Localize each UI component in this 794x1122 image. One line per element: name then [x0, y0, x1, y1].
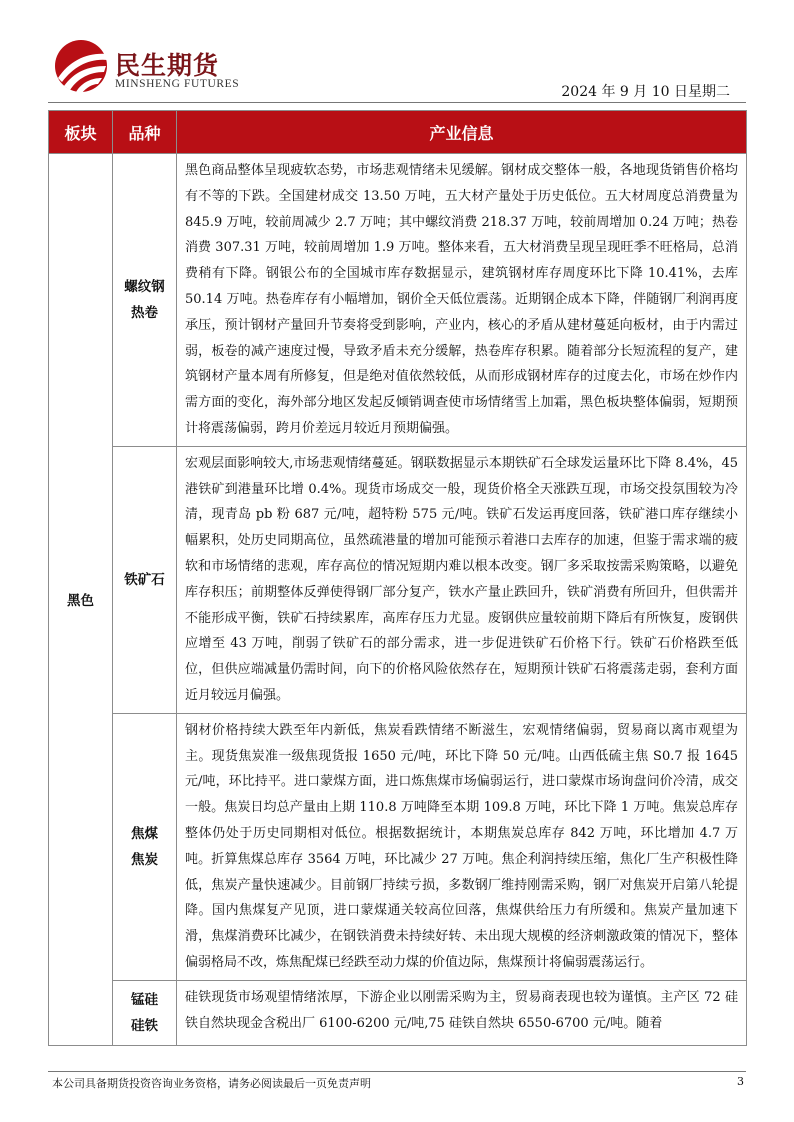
sector-cell: 黑色: [49, 154, 113, 1046]
variety-label: 焦煤: [131, 825, 158, 842]
variety-label: 焦炭: [131, 851, 158, 868]
info-cell: 黑色商品整体呈现疲软态势，市场悲观情绪未见缓解。钢材成交整体一般，各地现货销售价格均有不等的下跌。全国建材成交 13.50 万吨，五大材产量处于历史低位。五大材周度总消费量为 845.9 万吨，较前周减少 2.7 万吨；其中螺纹消费 218.37 万吨，较前周增加 0.24 万吨；热卷消费 307.31 万吨，较前周增加 1.9 万吨。整体来看，五大材消费呈现呈现旺季不旺格局，总消费稍有下降。钢银公布的全国城市库存数据显示，建筑钢材库存周度环比下降 10.41%，去库 50.14 万吨。热卷库存有小幅增加，钢价全天低位震荡。近期钢企成本下降，伴随钢厂利润再度承压，预计钢材产量回升节奏将受到影响，产业内，核心的矛盾从建材蔓延向板材，由于内需过弱，板卷的减产速度过慢，导致矛盾未充分缓解，热卷库存积累。随着部分长短流程的复产，建筑钢材产量本周有所修复，但是绝对值依然较低，从而形成钢材库存的过度去化，市场在炒作内需方面的变化，海外部分地区发起反倾销调查使市场情绪雪上加霜，黑色板块整体偏弱，短期预计将震荡偏弱，跨月价差远月较近月预期偏强。: [177, 154, 747, 447]
industry-info-table: [48, 110, 747, 1046]
variety-cell: [113, 446, 177, 713]
info-text: 硅铁现货市场观望情绪浓厚，下游企业以刚需采购为主，贸易商表现也较为谨慎。主产区 72 硅铁自然块现金含税出厂 6100-6200 元/吨,75 硅铁自然块 6550-6700 元/吨。随着: [185, 989, 738, 1031]
table-row-coking-coal-coke: [49, 713, 747, 980]
variety-label: 硅铁: [131, 1017, 158, 1034]
table-row-iron-ore: [49, 446, 747, 713]
table-row-silicomanganese-ferrosilicon: [49, 980, 747, 1045]
minsheng-logo-icon: [52, 38, 110, 94]
header-info: 产业信息: [177, 111, 747, 154]
info-cell: 宏观层面影响较大,市场悲观情绪蔓延。钢联数据显示本期铁矿石全球发运量环比下降 8.4%，45 港铁矿到港量环比增 0.4%。现货市场成交一般，现货价格全天涨跌互现，市场交投氛围较为冷清，现青岛 pb 粉 687 元/吨，超特粉 575 元/吨。铁矿石发运再度回落，铁矿港口库存继续小幅累积，处历史同期高位，虽然疏港量的增加可能预示着港口去库存的加速，但鉴于需求端的疲软和市场情绪的悲观，库存高位的情况短期内难以根本改变。钢厂多采取按需采购策略，以避免库存积压；前期整体反弹使得钢厂部分复产，铁水产量止跌回升，铁矿消费有所回升，但供需并不能形成平衡，铁矿石持续累库，高库存压力尤显。废钢供应量较前期下降后有所恢复，废钢供应增至 43 万吨，削弱了铁矿石的部分需求，进一步促进铁矿石价格下行。铁矿石价格跌至低位，但供应端减量仍需时间，向下的价格风险依然存在，短期预计铁矿石将震荡走弱，套利方面近月较远月偏强。: [177, 446, 747, 713]
header-variety: 品种: [113, 111, 177, 154]
brand-name-cn: 民生期货: [115, 51, 220, 80]
footer-divider: [48, 1071, 746, 1072]
info-cell: 钢材价格持续大跌至年内新低，焦炭看跌情绪不断滋生，宏观情绪偏弱，贸易商以离市观望为主。现货焦炭准一级焦现货报 1650 元/吨，环比下降 50 元/吨。山西低硫主焦 S0.7 报 1645 元/吨，环比持平。进口蒙煤方面，进口炼焦煤市场偏弱运行，进口蒙煤市场询盘问价冷清，成交一般。焦炭日均总产量由上期 110.8 万吨降至本期 109.8 万吨，环比下降 1 万吨。焦炭总库存整体仍处于历史同期相对低位。根据数据统计，本期焦炭总库存 842 万吨，环比增加 4.7 万吨。折算焦煤总库存 3564 万吨，环比减少 27 万吨。焦企利润持续压缩，焦化厂生产积极性降低，焦炭产量快速减少。目前钢厂持续亏损，多数钢厂维持刚需采购，钢厂对焦炭开启第八轮提降。国内焦煤复产见顶，进口蒙煤通关较高位回落，焦煤供给压力有所缓和。焦炭产量加速下滑，焦煤消费环比减少，在钢铁消费未持续好转、未出现大规模的经济刺激政策的情况下，整体偏弱格局不改，炼焦配煤已经跌至动力煤的价值边际，焦煤预计将偏弱震荡运行。: [177, 713, 747, 980]
variety-label: 螺纹钢: [124, 278, 165, 295]
table-header-row: [49, 111, 747, 154]
variety-cell: [113, 154, 177, 447]
info-cell: [177, 980, 747, 1045]
variety-label: 铁矿石: [124, 571, 165, 588]
page-number: 3: [737, 1075, 744, 1088]
page-header: [0, 0, 794, 110]
variety-label: 锰硅: [131, 991, 158, 1008]
table-row-rebar-hrc: [49, 154, 747, 447]
report-date: 2024 年 9 月 10 日星期二: [561, 84, 730, 100]
footer-disclaimer: 本公司具备期货投资咨询业务资格，请务必阅读最后一页免责声明: [52, 1077, 371, 1090]
header-sector: 板块: [49, 111, 113, 154]
variety-cell: [113, 980, 177, 1045]
header-divider: [48, 102, 746, 103]
variety-label: 热卷: [131, 304, 158, 321]
variety-cell: [113, 713, 177, 980]
brand-name-en: MINSHENG FUTURES: [115, 78, 240, 90]
